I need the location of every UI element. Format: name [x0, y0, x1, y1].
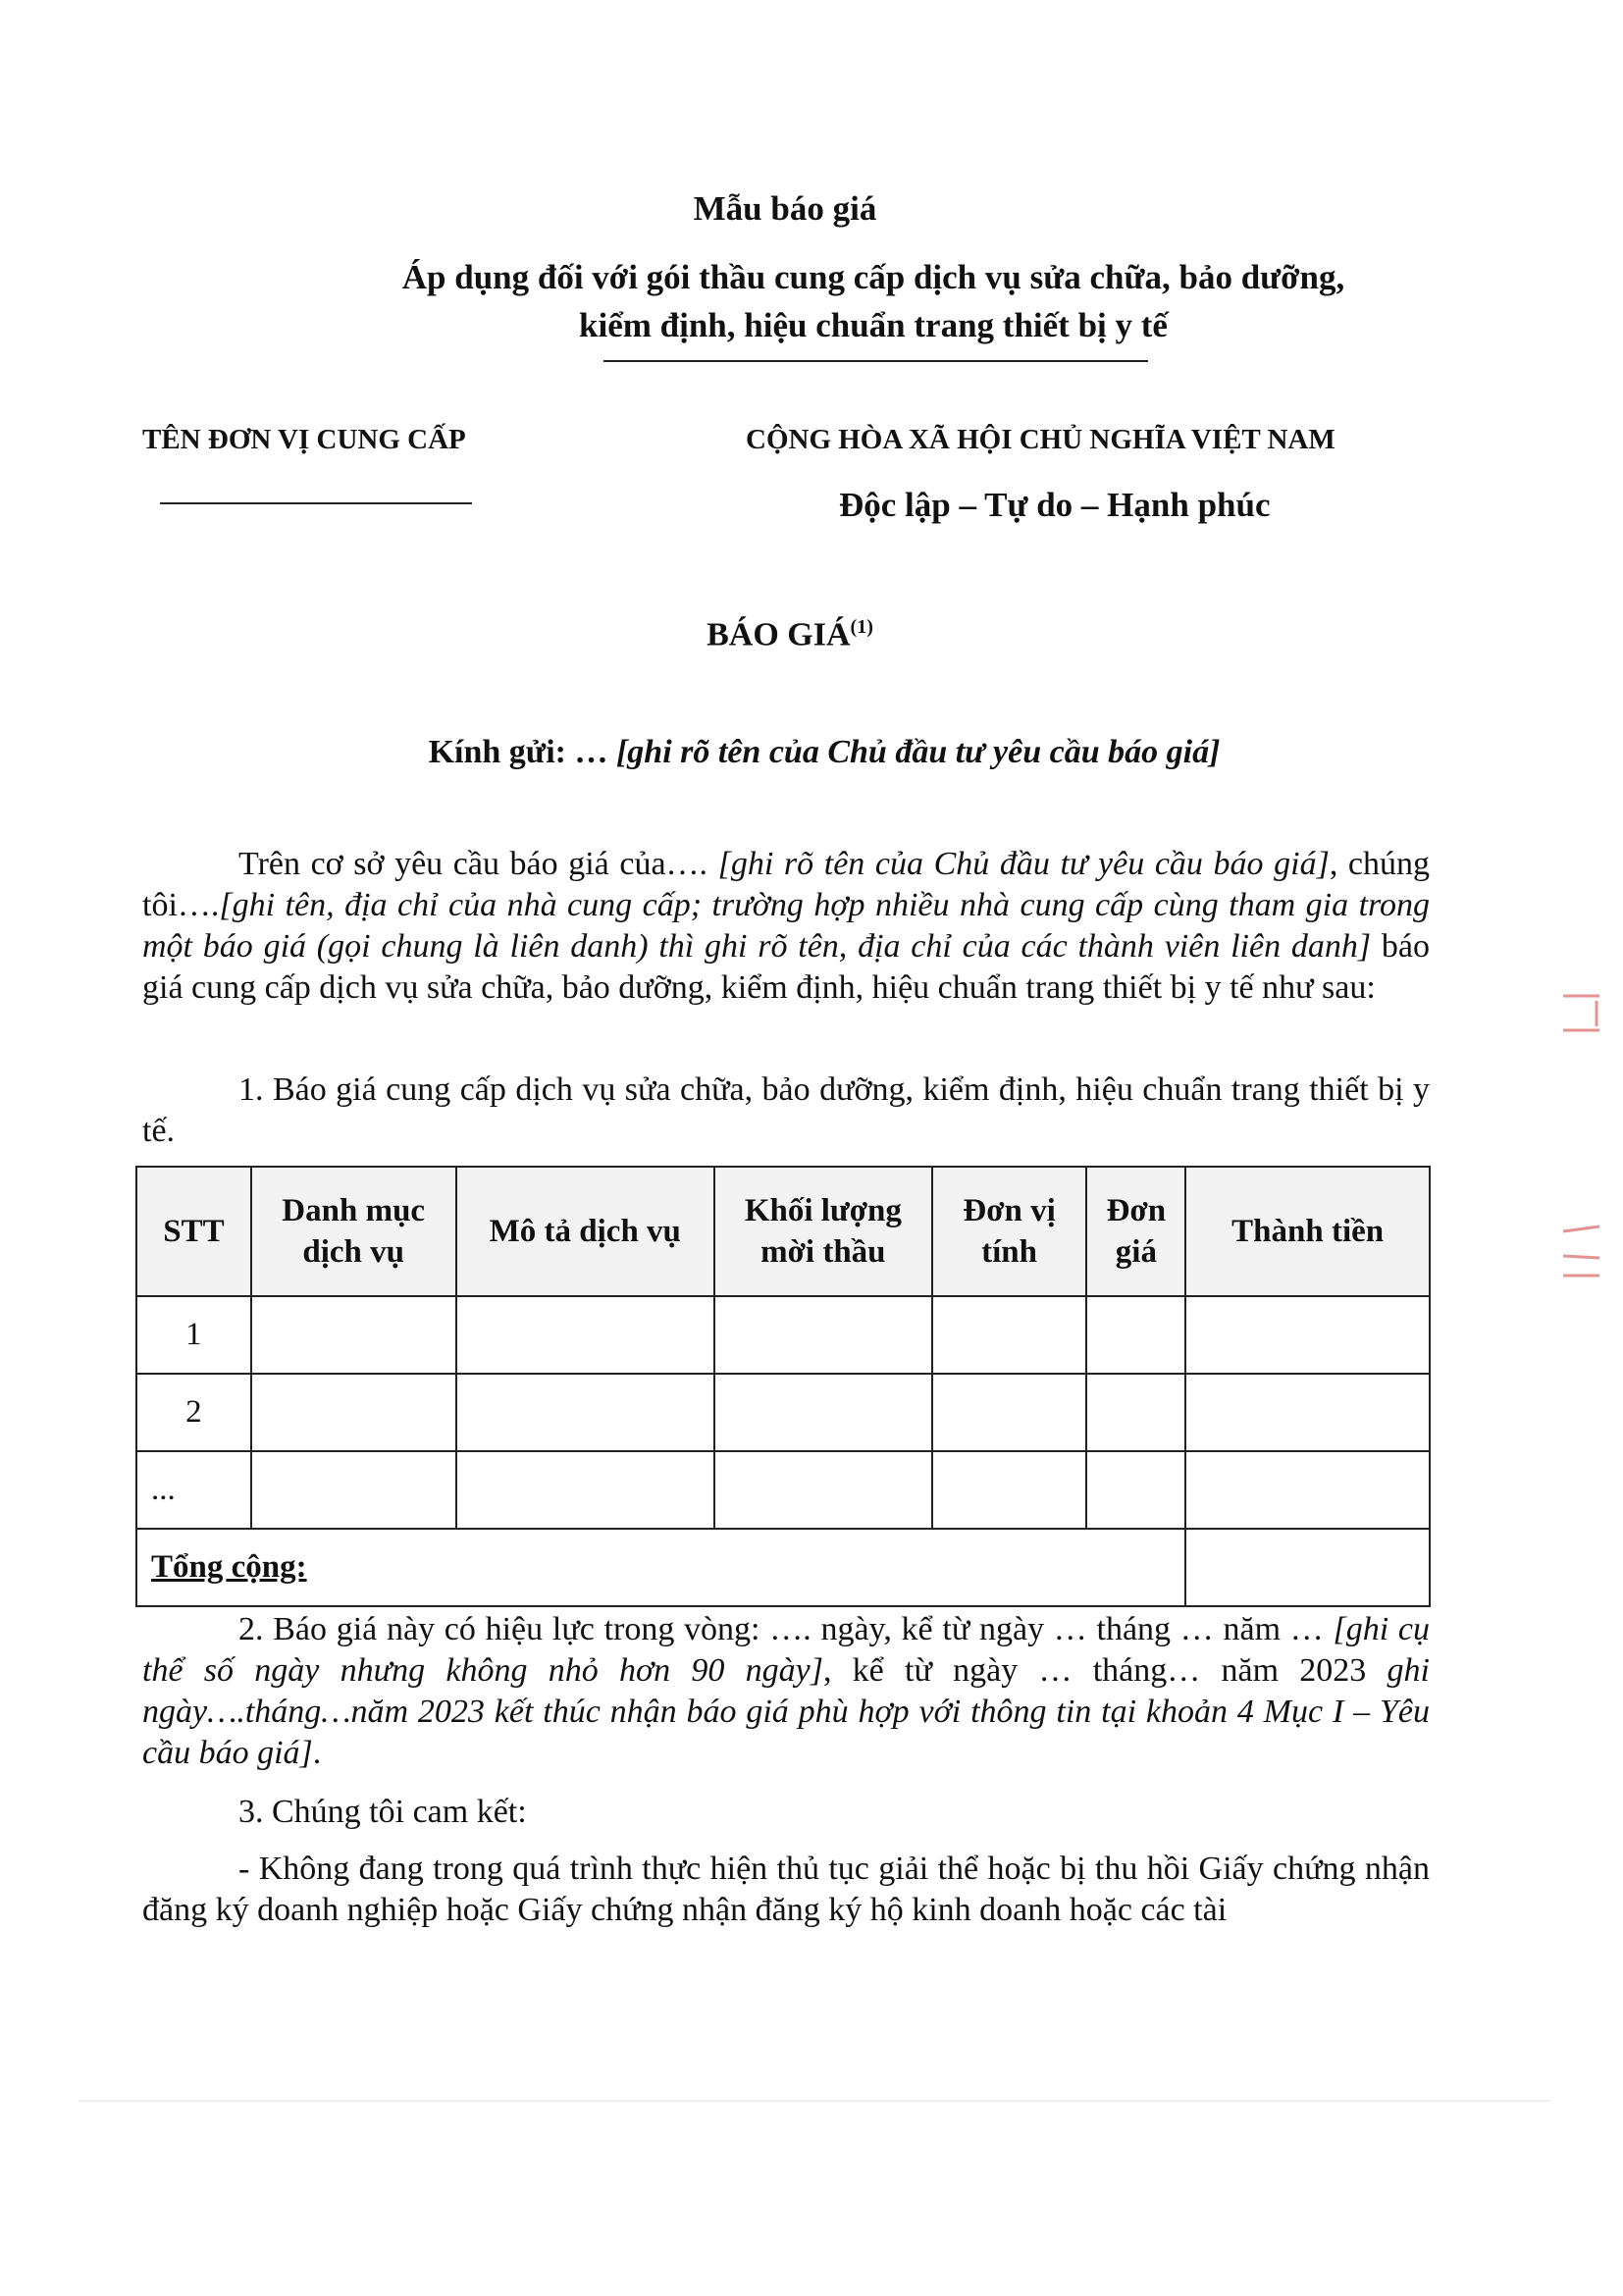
subtitle-line-1: Áp dụng đối với gói thầu cung cấp dịch vụ sửa chữa, bảo dưỡng,	[401, 258, 1345, 296]
recipient-line	[0, 734, 1623, 771]
row-number: ...	[136, 1451, 251, 1529]
subtitle-line-2: kiểm định, hiệu chuẩn trang thiết bị y tế	[579, 306, 1168, 344]
partial-stamp-mark	[1555, 991, 1604, 1285]
item-1-paragraph	[142, 1070, 1430, 1152]
intro-placeholder-1: [ghi rõ tên của Chủ đầu tư yêu cầu báo giá]	[717, 846, 1330, 882]
table-total-row	[136, 1529, 1430, 1606]
intro-placeholder-2: [ghi tên, địa chỉ của nhà cung cấp; trường hợp nhiều nhà cung cấp cùng tham gia trong một báo giá (gọi chung là liên danh) thì ghi rõ tên, địa chỉ của các thành viên liên danh]	[142, 887, 1430, 965]
table-cell	[456, 1296, 715, 1374]
table-row	[136, 1296, 1430, 1374]
item-2-placeholder-2: ghi ngày….tháng…năm 2023 kết thúc nhận báo giá phù hợp với thông tin tại khoản 4 Mục I – Yêu cầu báo giá]	[142, 1652, 1430, 1771]
table-cell	[1086, 1374, 1185, 1451]
intro-text-2: , chúng tôi….	[142, 846, 1431, 923]
header-unit: Đơn vị tính	[932, 1167, 1087, 1296]
price-table	[135, 1166, 1431, 1607]
header-service-category: Danh mục dịch vụ	[251, 1167, 456, 1296]
intro-paragraph	[142, 844, 1430, 1009]
table-cell	[456, 1451, 715, 1529]
table-cell	[714, 1451, 932, 1529]
table-cell	[1185, 1296, 1430, 1374]
total-label: Tổng cộng:	[136, 1529, 1185, 1606]
item-3-text: 3. Chúng tôi cam kết:	[238, 1794, 527, 1830]
supplier-name-underline	[160, 502, 472, 504]
subtitle-underline	[603, 360, 1148, 362]
table-cell	[1086, 1451, 1185, 1529]
table-row	[136, 1451, 1430, 1529]
stamp-mark-icon	[1555, 991, 1604, 1285]
item-3-paragraph	[142, 1792, 1430, 1833]
row-number: 1	[136, 1296, 251, 1374]
table-cell	[714, 1296, 932, 1374]
table-cell	[1185, 1374, 1430, 1451]
table-cell	[456, 1374, 715, 1451]
quote-title-text: BÁO GIÁ	[707, 616, 851, 653]
item-2-text-3: .	[312, 1735, 322, 1771]
item-2-text-2: , kể từ ngày … tháng… năm 2023	[822, 1652, 1387, 1689]
header-stt: STT	[136, 1167, 251, 1296]
commitment-paragraph	[142, 1849, 1430, 1931]
table-header-row	[136, 1167, 1430, 1296]
country-heading: CỘNG HÒA XÃ HỘI CHỦ NGHĨA VIỆT NAM	[746, 424, 1335, 455]
header-service-description: Mô tả dịch vụ	[456, 1167, 715, 1296]
item-2-paragraph	[142, 1609, 1430, 1774]
header-amount: Thành tiền	[1185, 1167, 1430, 1296]
table-row	[136, 1374, 1430, 1451]
row-number: 2	[136, 1374, 251, 1451]
table-cell	[251, 1374, 456, 1451]
intro-text-3: báo giá cung cấp dịch vụ sửa chữa, bảo dưỡng, kiểm định, hiệu chuẩn trang thiết bị y tế như sau:	[142, 928, 1431, 1006]
quote-title-footnote: (1)	[850, 616, 873, 638]
recipient-placeholder: [ghi rõ tên của Chủ đầu tư yêu cầu báo giá]	[615, 734, 1221, 770]
recipient-label: Kính gửi: …	[428, 734, 616, 770]
header-unit-price: Đơn giá	[1086, 1167, 1185, 1296]
supplier-name-heading: TÊN ĐƠN VỊ CUNG CẤP	[142, 424, 466, 455]
table-cell	[932, 1296, 1087, 1374]
table-cell	[714, 1374, 932, 1451]
table-cell	[1185, 1451, 1430, 1529]
item-2-placeholder-1: [ghi cụ thể số ngày nhưng không nhỏ hơn 90 ngày]	[142, 1611, 1430, 1689]
table-cell	[251, 1296, 456, 1374]
header-tender-quantity: Khối lượng mời thầu	[714, 1167, 932, 1296]
national-motto: Độc lập – Tự do – Hạnh phúc	[839, 486, 1271, 524]
commitment-text: - Không đang trong quá trình thực hiện thủ tục giải thể hoặc bị thu hồi Giấy chứng nhận đăng ký doanh nghiệp hoặc Giấy chứng nhận đăng ký hộ kinh doanh hoặc các tài	[142, 1851, 1430, 1928]
total-amount-cell	[1185, 1529, 1430, 1606]
intro-text-1: Trên cơ sở yêu cầu báo giá của….	[238, 846, 718, 882]
scan-edge-line	[79, 2100, 1550, 2102]
quote-title	[0, 616, 1580, 653]
table-cell	[932, 1451, 1087, 1529]
table-cell	[251, 1451, 456, 1529]
item-1-text: 1. Báo giá cung cấp dịch vụ sửa chữa, bảo dưỡng, kiểm định, hiệu chuẩn trang thiết bị y tế.	[142, 1071, 1430, 1149]
table-cell	[932, 1374, 1087, 1451]
form-title: Mẫu báo giá	[693, 189, 877, 228]
table-cell	[1086, 1296, 1185, 1374]
item-2-text-1: 2. Báo giá này có hiệu lực trong vòng: …. ngày, kể từ ngày … tháng … năm …	[238, 1611, 1334, 1647]
